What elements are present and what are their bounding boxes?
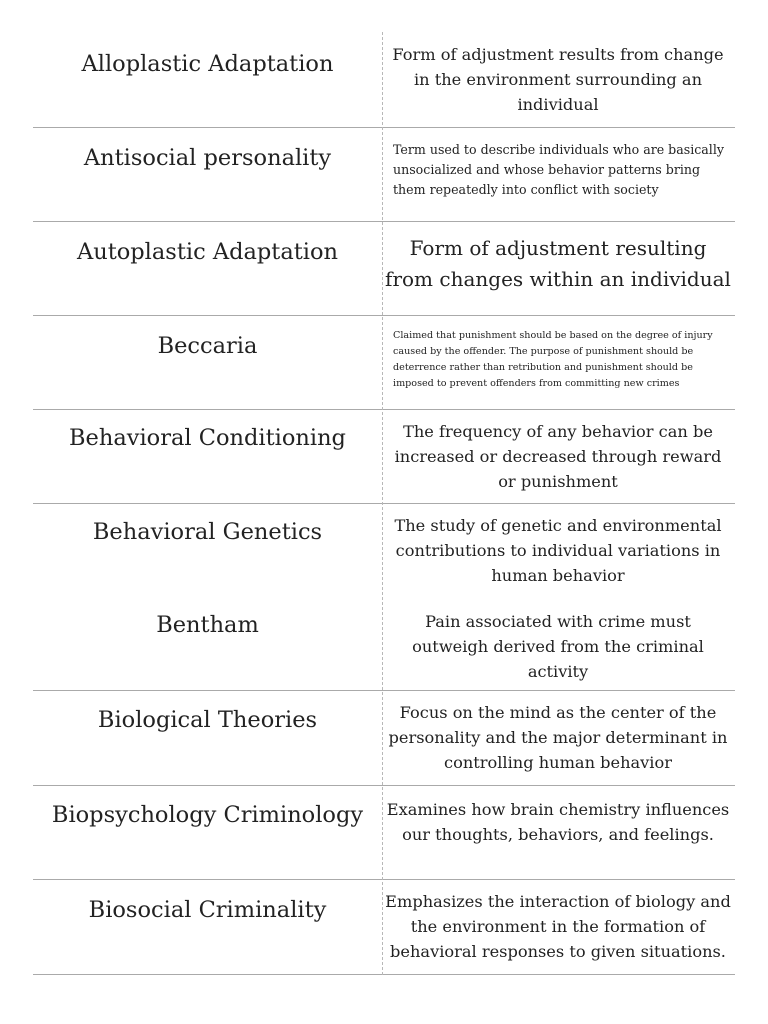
card-term: Behavioral Genetics bbox=[92, 519, 323, 545]
card-definition: Claimed that punishment should be based on the degree of injury caused by the offender. The purpose of punishment should be deterrence rather than retribution and punishment should be imposed to prevent offenders from committing new crimes bbox=[393, 330, 713, 389]
card-row bbox=[33, 128, 735, 222]
card-term: Autoplastic Adaptation bbox=[76, 239, 339, 265]
card-definition: The study of genetic and environmental contributions to individual variations in human behavior bbox=[394, 516, 722, 585]
card-definition: Examines how brain chemistry influences our thoughts, behaviors, and feelings. bbox=[386, 800, 730, 844]
card-row bbox=[33, 691, 735, 786]
card-term: Antisocial personality bbox=[83, 145, 332, 171]
card-row bbox=[33, 222, 735, 316]
card-term: Beccaria bbox=[157, 333, 258, 359]
card-row bbox=[33, 410, 735, 504]
card-definition: Form of adjustment resulting from changes within an individual bbox=[385, 236, 731, 291]
cut-line-divider bbox=[382, 32, 383, 975]
card-row bbox=[33, 786, 735, 880]
card-definition: Form of adjustment results from change in the environment surrounding an individual bbox=[392, 45, 724, 114]
card-term: Behavioral Conditioning bbox=[69, 425, 346, 451]
card-definition: Emphasizes the interaction of biology and the environment in the formation of behavioral responses to given situations. bbox=[385, 892, 731, 961]
card-term: Bentham bbox=[156, 612, 259, 638]
card-definition: Term used to describe individuals who are basically unsocialized and whose behavior patterns bring them repeatedly into conflict with society bbox=[393, 142, 724, 197]
card-row bbox=[33, 880, 735, 975]
card-row bbox=[33, 32, 735, 128]
card-row bbox=[33, 316, 735, 410]
card-term: Biosocial Criminality bbox=[88, 897, 327, 923]
card-term: Alloplastic Adaptation bbox=[81, 51, 334, 77]
card-row bbox=[33, 598, 735, 691]
card-row bbox=[33, 504, 735, 597]
flashcard-sheet bbox=[33, 32, 735, 975]
card-definition: Pain associated with crime must outweigh derived from the criminal activity bbox=[412, 612, 704, 681]
card-definition: Focus on the mind as the center of the personality and the major determinant in controlling human behavior bbox=[388, 703, 728, 772]
card-term: Biological Theories bbox=[97, 707, 318, 733]
card-definition: The frequency of any behavior can be increased or decreased through reward or punishment bbox=[394, 422, 722, 491]
card-term: Biopsychology Criminology bbox=[51, 802, 364, 828]
